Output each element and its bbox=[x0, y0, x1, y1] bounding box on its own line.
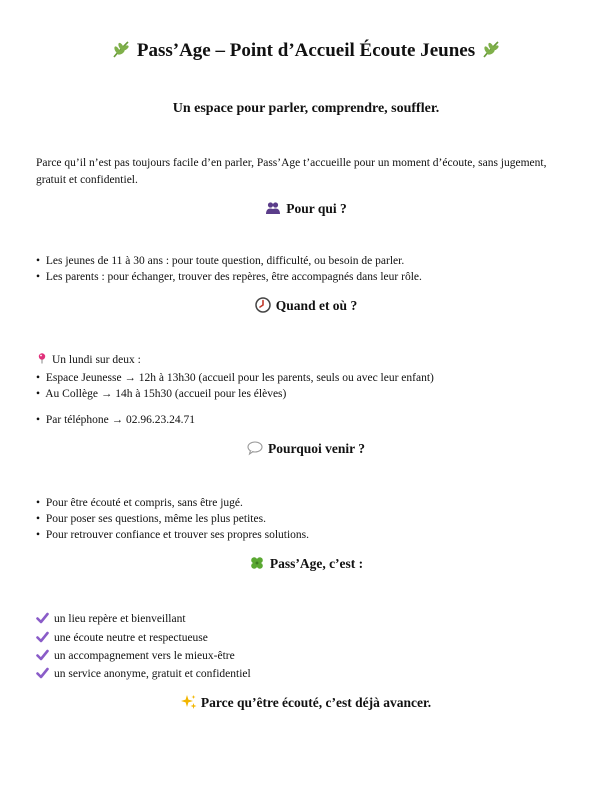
list-item: • Au Collège → 14h à 15h30 (accueil pour les élèves) bbox=[36, 388, 287, 400]
check-icon bbox=[36, 667, 49, 679]
subtitle: Un espace pour parler, comprendre, souffler. bbox=[172, 101, 440, 116]
four-leaf-clover-icon bbox=[249, 555, 265, 571]
section-heading-pourquoi: Pourquoi venir ? bbox=[0, 440, 612, 457]
section-heading-quand-ou: Quand et où ? bbox=[0, 297, 612, 314]
leaf-icon bbox=[481, 39, 501, 59]
pushpin-icon bbox=[36, 352, 48, 364]
list-item: un accompagnement vers le mieux-être bbox=[36, 648, 235, 664]
list-item: une écoute neutre et respectueuse bbox=[36, 630, 208, 646]
clock-icon bbox=[255, 297, 271, 313]
section-heading-passage: Pass’Age, c’est : bbox=[0, 555, 612, 572]
list-item: un lieu repère et bienveillant bbox=[36, 611, 186, 627]
title-text: Pass’Age – Point d’Accueil Écoute Jeunes bbox=[136, 40, 476, 61]
schedule-heading: Un lundi sur deux : bbox=[36, 352, 141, 368]
phone-line: • Par téléphone → 02.96.23.24.71 bbox=[36, 414, 196, 426]
list-item: • Pour être écouté et compris, sans être jugé. bbox=[36, 497, 243, 509]
leaf-icon bbox=[111, 39, 131, 59]
check-icon bbox=[36, 631, 49, 643]
list-item: • Les jeunes de 11 à 30 ans : pour toute question, difficulté, ou besoin de parler. bbox=[36, 255, 405, 267]
intro-paragraph: Parce qu’il n’est pas toujours facile d’en parler, Pass’Age t’accueille pour un moment d’écoute, sans jugement, gratuit et confidentiel. bbox=[36, 157, 547, 186]
list-item: • Les parents : pour échanger, trouver des repères, être accompagnés dans leur rôle. bbox=[36, 271, 422, 283]
people-icon bbox=[265, 200, 281, 216]
list-item: • Pour retrouver confiance et trouver ses propres solutions. bbox=[36, 529, 310, 541]
closing-line: Parce qu’être écouté, c’est déjà avancer. bbox=[0, 694, 612, 711]
section-heading-pour-qui: Pour qui ? bbox=[0, 200, 612, 217]
check-icon bbox=[36, 612, 49, 624]
list-item: • Espace Jeunesse → 12h à 13h30 (accueil pour les parents, seuls ou avec leur enfant) bbox=[36, 372, 434, 384]
page-title bbox=[0, 38, 612, 64]
list-item: • Pour poser ses questions, même les plus petites. bbox=[36, 513, 266, 525]
speech-bubble-icon bbox=[247, 440, 263, 456]
check-icon bbox=[36, 649, 49, 661]
sparkles-icon bbox=[181, 694, 197, 710]
list-item: un service anonyme, gratuit et confidentiel bbox=[36, 666, 251, 682]
